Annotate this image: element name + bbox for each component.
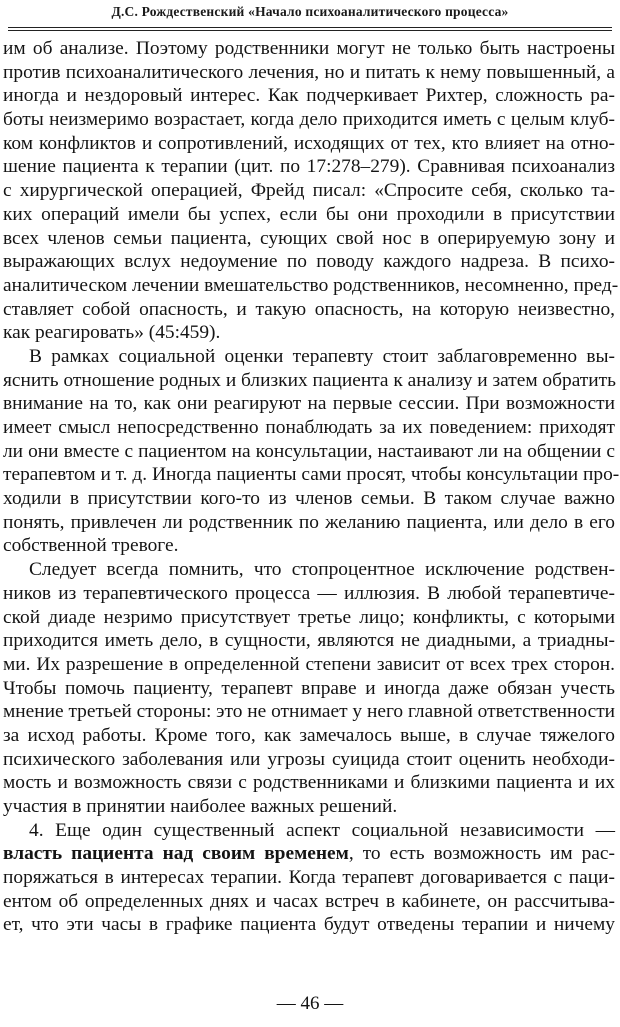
text-line: Следует всегда помнить, что стопроцентное исключение родствен- <box>29 559 615 581</box>
text-line: ников из терапевтического процесса — иллюзия. В любой терапевтиче- <box>3 582 615 604</box>
text-line: ком конфликтов и сопротивлений, исходящих от тех, кто влияет на отно- <box>3 132 615 154</box>
text-line: ходили в присутствии кого-то из членов семьи. В таком случае важно <box>3 488 615 510</box>
text-line: против психоаналитического лечения, но и питать к нему повышенный, а <box>3 61 615 83</box>
text-line: участия в принятии наиболее важных решений. <box>3 796 398 817</box>
page-body <box>3 37 620 937</box>
text-line: В рамках социальной оценки терапевту стоит заблаговременно вы- <box>29 345 615 367</box>
text-line: всех членов семьи пациента, сующих свой нос в оперируемую зону и <box>3 227 615 249</box>
text-line: ли они вместе с пациентом на консультации, настаивают ли на общении с <box>3 440 615 462</box>
text-line: мнение третьей стороны: это не отнимает у него главной ответственности <box>3 701 616 723</box>
text-line: внимание на то, как они реагируют на первые сессии. При возможности <box>3 393 615 415</box>
text-line: приходится иметь дело, в сущности, являются не диадными, а триадны- <box>3 630 615 652</box>
text-line: как реагировать» (45:459). <box>3 322 221 344</box>
text-line: ет, что эти часы в графике пациента будут отведены терапии и ничему <box>3 914 615 936</box>
header-rule-thin <box>8 30 612 31</box>
text-fragment: , то есть возможность им рас- <box>348 843 615 865</box>
text-line <box>3 842 615 866</box>
text-line: Чтобы помочь пациенту, терапевт вправе и иногда даже обязан учесть <box>3 677 615 699</box>
text-line: боты неизмеримо возрастает, когда дело приходится иметь с целым клуб- <box>3 109 615 131</box>
text-line: за исход работы. Кроме того, как замечалось выше, в случае тяжелого <box>3 724 615 746</box>
text-line: терапевтом и т. д. Иногда пациенты сами просят, чтобы консультации про- <box>3 464 620 486</box>
text-line: собственной тревоге. <box>3 535 179 557</box>
text-line: им об анализе. Поэтому родственники могут не только быть настроены <box>3 38 615 59</box>
paragraph-4 <box>3 819 615 937</box>
text-line: ской диаде незримо присутствует третье лицо; конфликты, с которыми <box>3 606 615 628</box>
text-line: поряжаться в интересах терапии. Когда терапевт договаривается с паци- <box>3 867 615 889</box>
text-line: имеет смысл непосредственно понаблюдать за их поведением: приходят <box>3 417 615 438</box>
text-line: с хирургической операцией, Фрейд писал: «Спросите себя, сколько та- <box>3 180 615 202</box>
paragraph-3 <box>3 558 615 819</box>
paragraph-1 <box>3 37 619 345</box>
text-line: ких операций имели бы успех, если бы они проходили в присутствии <box>3 203 615 225</box>
text-line: мость и возможность связи с родственниками и близкими пациента и их <box>3 772 615 794</box>
emphasized-phrase: власть пациента над своим временем <box>3 843 349 865</box>
text-line: понять, привлечен ли родственник по желанию пациента, или дело в его <box>3 511 615 533</box>
header-rule <box>8 27 612 28</box>
text-line: психического заболевания или угрозы суицида стоит оценить необходи- <box>3 748 615 770</box>
text-line: иногда и нездоровый интерес. Как подчеркивает Рихтер, сложность ра- <box>3 85 615 107</box>
text-line: выражающих вслух недоумение по поводу каждого надреза. В психо- <box>3 251 615 273</box>
paragraph-2 <box>3 345 620 558</box>
text-line: аналитическом лечении вмешательство родственников, несомненно, пред- <box>3 274 619 296</box>
text-line: 4. Еще один существенный аспект социальной независимости — <box>29 819 615 841</box>
text-line: ентом об определенных днях и часах встреч в кабинете, он рассчитыва- <box>3 890 615 912</box>
text-line: шение пациента к терапии (цит. по 17:278–279). Сравнивая психоанализ <box>3 156 615 178</box>
text-line: ми. Их разрешение в определенной степени зависит от всех трех сторон. <box>3 653 615 675</box>
text-line: ставляет собой опасность, и такую опасность, на которую неизвестно, <box>3 298 615 320</box>
running-head: Д.С. Рождественский «Начало психоаналитического процесса» <box>111 4 509 19</box>
page-number: — 46 — <box>276 993 344 1014</box>
text-line: яснить отношение родных и близких пациента к анализу и затем обратить <box>3 369 616 391</box>
